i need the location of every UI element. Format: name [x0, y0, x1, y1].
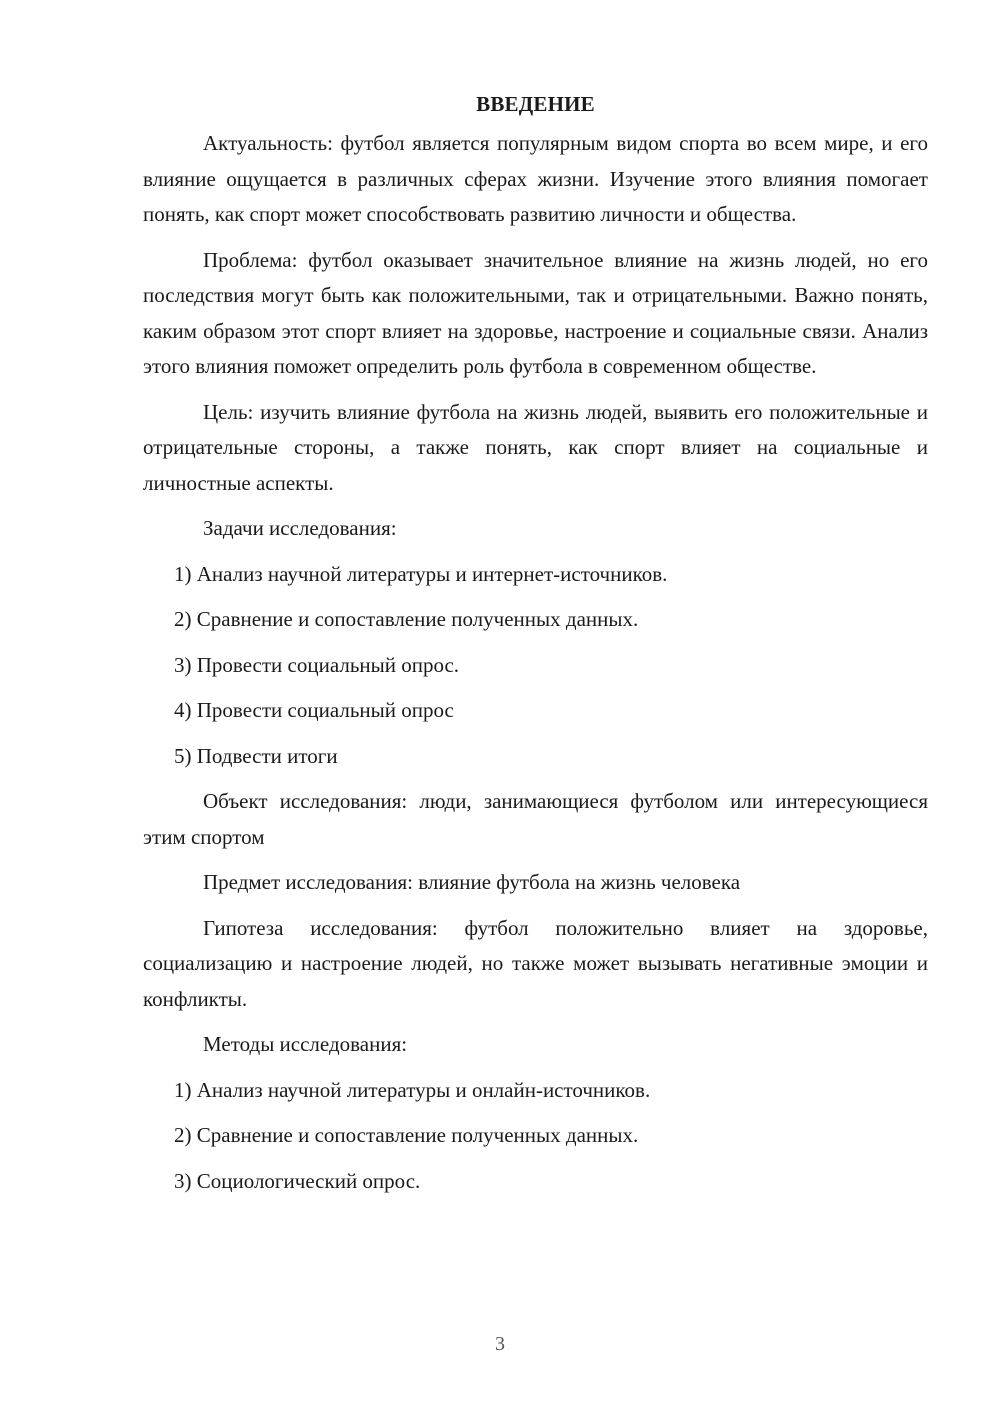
page-number: 3 — [495, 1333, 505, 1355]
list-item: 4) Провести социальный опрос — [174, 698, 454, 722]
hypothesis-paragraph: Гипотеза исследования: футбол положительно влияет на здоровье, социализацию и настроение людей, но также может вызывать негативные эмоции и конфликты. — [143, 915, 928, 1011]
list-item: 2) Сравнение и сопоставление полученных данных. — [174, 1123, 639, 1147]
document-page — [143, 90, 928, 1209]
list-item: 1) Анализ научной литературы и интернет-источников. — [174, 561, 668, 586]
list-item: 3) Провести социальный опрос. — [174, 652, 460, 677]
tasks-label: Задачи исследования: — [203, 516, 397, 540]
list-item: 2) Сравнение и сопоставление полученных данных. — [174, 607, 639, 631]
problem-paragraph: Проблема: футбол оказывает значительное влияние на жизнь людей, но его последствия могут быть как положительными, так и отрицательными. Важно понять, каким образом этот спорт влияет на здоровье, настроение и социальные связи. Анализ этого влияния поможет определить роль футбола в современном обществе. — [143, 247, 928, 378]
relevance-paragraph: Актуальность: футбол является популярным видом спорта во всем мире, и его влияние ощущается в различных сферах жизни. Изучение этого влияния помогает понять, как спорт может способствовать развитию личности и общества. — [143, 131, 928, 226]
page-title: ВВЕДЕНИЕ — [476, 92, 595, 116]
subject-paragraph: Предмет исследования: влияние футбола на жизнь человека — [203, 870, 741, 894]
list-item: 1) Анализ научной литературы и онлайн-источников. — [174, 1077, 651, 1102]
list-item: 3) Социологический опрос. — [174, 1168, 421, 1193]
object-paragraph: Объект исследования: люди, занимающиеся футболом или интересующиеся этим спортом — [143, 789, 928, 849]
methods-list — [143, 1073, 928, 1200]
list-item: 5) Подвести итоги — [174, 743, 338, 768]
methods-label: Методы исследования: — [203, 1032, 408, 1056]
goal-paragraph: Цель: изучить влияние футбола на жизнь людей, выявить его положительные и отрицательные стороны, а также понять, как спорт влияет на социальные и личностные аспекты. — [143, 399, 928, 495]
tasks-list — [143, 557, 928, 775]
